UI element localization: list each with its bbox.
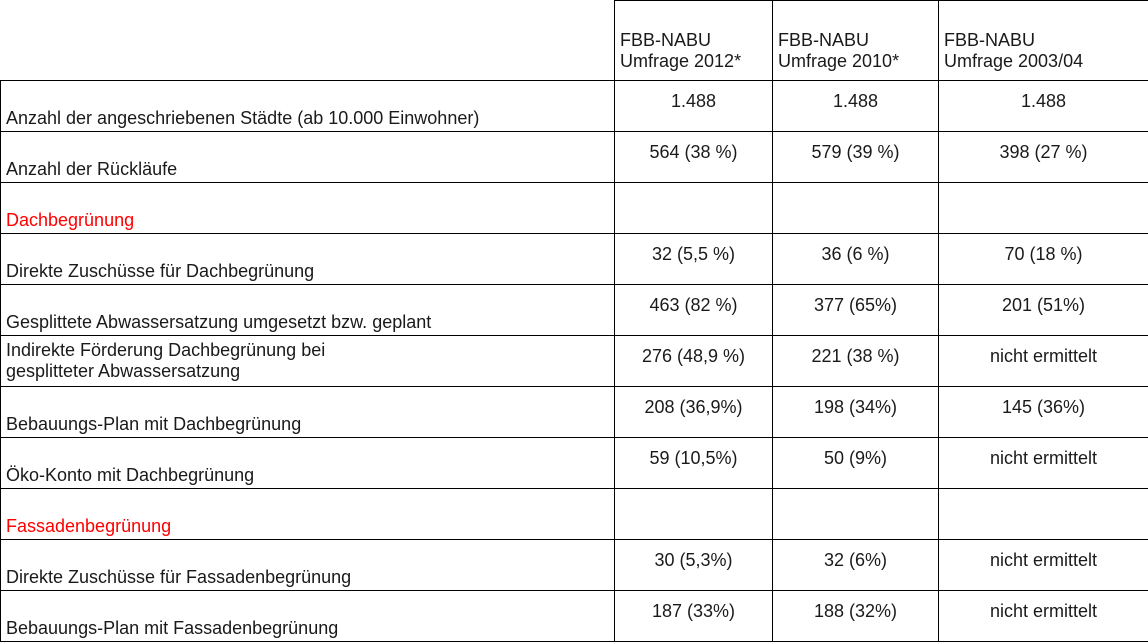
row-label: Direkte Zuschüsse für Dachbegrünung [1,234,615,285]
table-row-cities-contacted [1,81,1148,132]
row-label: Direkte Zuschüsse für Fassadenbegrünung [1,540,615,591]
section-heading: Dachbegrünung [1,183,615,234]
value-cell-2010: 36 (6 %) [773,234,939,285]
value-cell-2003-04: nicht ermittelt [939,591,1148,642]
value-cell-2003-04: 398 (27 %) [939,132,1148,183]
value-cell-2010: 221 (38 %) [773,336,939,387]
value-cell-2010: 188 (32%) [773,591,939,642]
row-label: Gesplittete Abwassersatzung umgesetzt bzw. geplant [1,285,615,336]
header-corner-cell [1,1,615,81]
value-cell-2010: 32 (6%) [773,540,939,591]
value-cell-2012: 208 (36,9%) [615,387,773,438]
row-label: Bebauungs-Plan mit Fassadenbegrünung [1,591,615,642]
value-cell-2010: 377 (65%) [773,285,939,336]
row-label: Anzahl der angeschriebenen Städte (ab 10.000 Einwohner) [1,81,615,132]
column-header-2010: FBB-NABU Umfrage 2010* [773,1,939,81]
table-row-split-wastewater-fee [1,285,1148,336]
table-row-direct-subsidies-facade [1,540,1148,591]
value-cell-2003-04: 1.488 [939,81,1148,132]
value-cell-2003-04: 70 (18 %) [939,234,1148,285]
row-label: Öko-Konto mit Dachbegrünung [1,438,615,489]
value-cell-2010 [773,489,939,540]
value-cell-2010: 579 (39 %) [773,132,939,183]
table-row-development-plan-facade [1,591,1148,642]
value-cell-2012: 32 (5,5 %) [615,234,773,285]
table-row-eco-account-roof [1,438,1148,489]
row-label: Anzahl der Rückläufe [1,132,615,183]
value-cell-2012: 276 (48,9 %) [615,336,773,387]
table-row-section-facade-greening [1,489,1148,540]
value-cell-2012 [615,183,773,234]
table-row-responses [1,132,1148,183]
value-cell-2003-04: 145 (36%) [939,387,1148,438]
value-cell-2010 [773,183,939,234]
column-header-2012: FBB-NABU Umfrage 2012* [615,1,773,81]
value-cell-2003-04: nicht ermittelt [939,336,1148,387]
value-cell-2010: 1.488 [773,81,939,132]
row-label: Indirekte Förderung Dachbegrünung bei gesplitteter Abwassersatzung [1,336,615,387]
table-row-indirect-funding-roof [1,336,1148,387]
value-cell-2003-04 [939,489,1148,540]
value-cell-2003-04: 201 (51%) [939,285,1148,336]
value-cell-2003-04: nicht ermittelt [939,540,1148,591]
value-cell-2010: 198 (34%) [773,387,939,438]
table-body [1,81,1148,642]
value-cell-2012: 187 (33%) [615,591,773,642]
value-cell-2003-04 [939,183,1148,234]
table-row-direct-subsidies-roof [1,234,1148,285]
table-row-development-plan-roof [1,387,1148,438]
value-cell-2010: 50 (9%) [773,438,939,489]
header-row [1,1,1148,81]
column-header-2003-04: FBB-NABU Umfrage 2003/04 [939,1,1148,81]
value-cell-2012: 59 (10,5%) [615,438,773,489]
value-cell-2012: 30 (5,3%) [615,540,773,591]
value-cell-2003-04: nicht ermittelt [939,438,1148,489]
row-label: Bebauungs-Plan mit Dachbegrünung [1,387,615,438]
section-heading: Fassadenbegrünung [1,489,615,540]
value-cell-2012: 564 (38 %) [615,132,773,183]
value-cell-2012 [615,489,773,540]
value-cell-2012: 463 (82 %) [615,285,773,336]
table-row-section-roof-greening [1,183,1148,234]
value-cell-2012: 1.488 [615,81,773,132]
